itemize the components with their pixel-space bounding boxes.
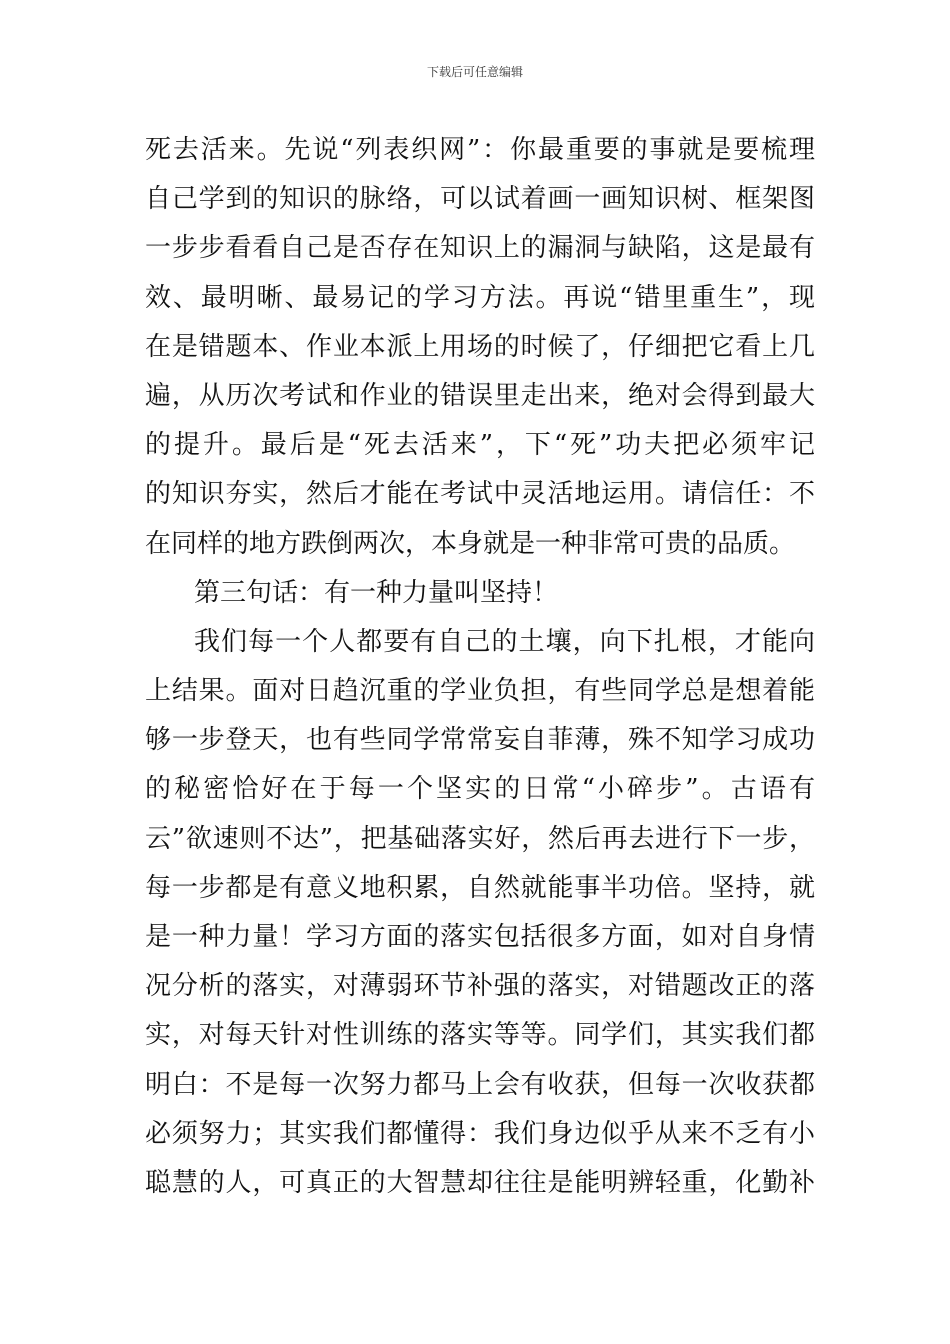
text-line: 况分析的落实，对薄弱环节补强的落实，对错题改正的落 [145,971,815,1002]
text-line: 死去活来。先说“列表织网”：你最重要的事就是要梳理 [145,135,815,165]
text-line: 明白：不是每一次努力都马上会有收获，但每一次收获都 [145,1069,815,1100]
text-line: 的提升。最后是“死去活来”，下“死”功夫把必须牢记 [145,430,815,461]
section-heading: 第三句话：有一种力量叫坚持！ [194,577,559,608]
page-header: 下载后可任意编辑 [426,65,523,79]
text-line: 在是错题本、作业本派上用场的时候了，仔细把它看上几 [145,331,815,362]
text-line: 实，对每天针对性训练的落实等等。同学们，其实我们都 [145,1020,815,1051]
text-line: 在同样的地方跌倒两次，本身就是一种非常可贵的品质。 [145,528,796,559]
text-line: 每一步都是有意义地积累，自然就能事半功倍。坚持，就 [145,872,815,903]
text-line: 的秘密恰好在于每一个坚实的日常“小碎步”。古语有 [145,774,815,805]
text-line: 云”欲速则不达”，把基础落实好，然后再去进行下一步， [145,823,815,854]
text-line: 自己学到的知识的脉络，可以试着画一画知识树、框架图 [145,184,815,215]
document-body [145,126,815,1208]
text-line: 遍，从历次考试和作业的错误里走出来，绝对会得到最大 [145,380,815,411]
text-line: 我们每一个人都要有自己的土壤，向下扎根，才能向 [194,626,815,657]
text-line: 上结果。面对日趋沉重的学业负担，有些同学总是想着能 [145,676,815,707]
text-line: 必须努力；其实我们都懂得：我们身边似乎从来不乏有小 [145,1118,815,1149]
text-line: 是一种力量！学习方面的落实包括很多方面，如对自身情 [145,922,815,952]
text-line: 够一步登天，也有些同学常常妄自菲薄，殊不知学习成功 [145,725,815,756]
text-line: 一步步看看自己是否存在知识上的漏洞与缺陷，这是最有 [145,233,815,264]
text-line: 聪慧的人，可真正的大智慧却往往是能明辨轻重，化勤补 [145,1167,815,1198]
text-line: 效、最明晰、最易记的学习方法。再说“错里重生”，现 [145,282,815,313]
text-line: 的知识夯实，然后才能在考试中灵活地运用。请信任：不 [145,479,815,510]
